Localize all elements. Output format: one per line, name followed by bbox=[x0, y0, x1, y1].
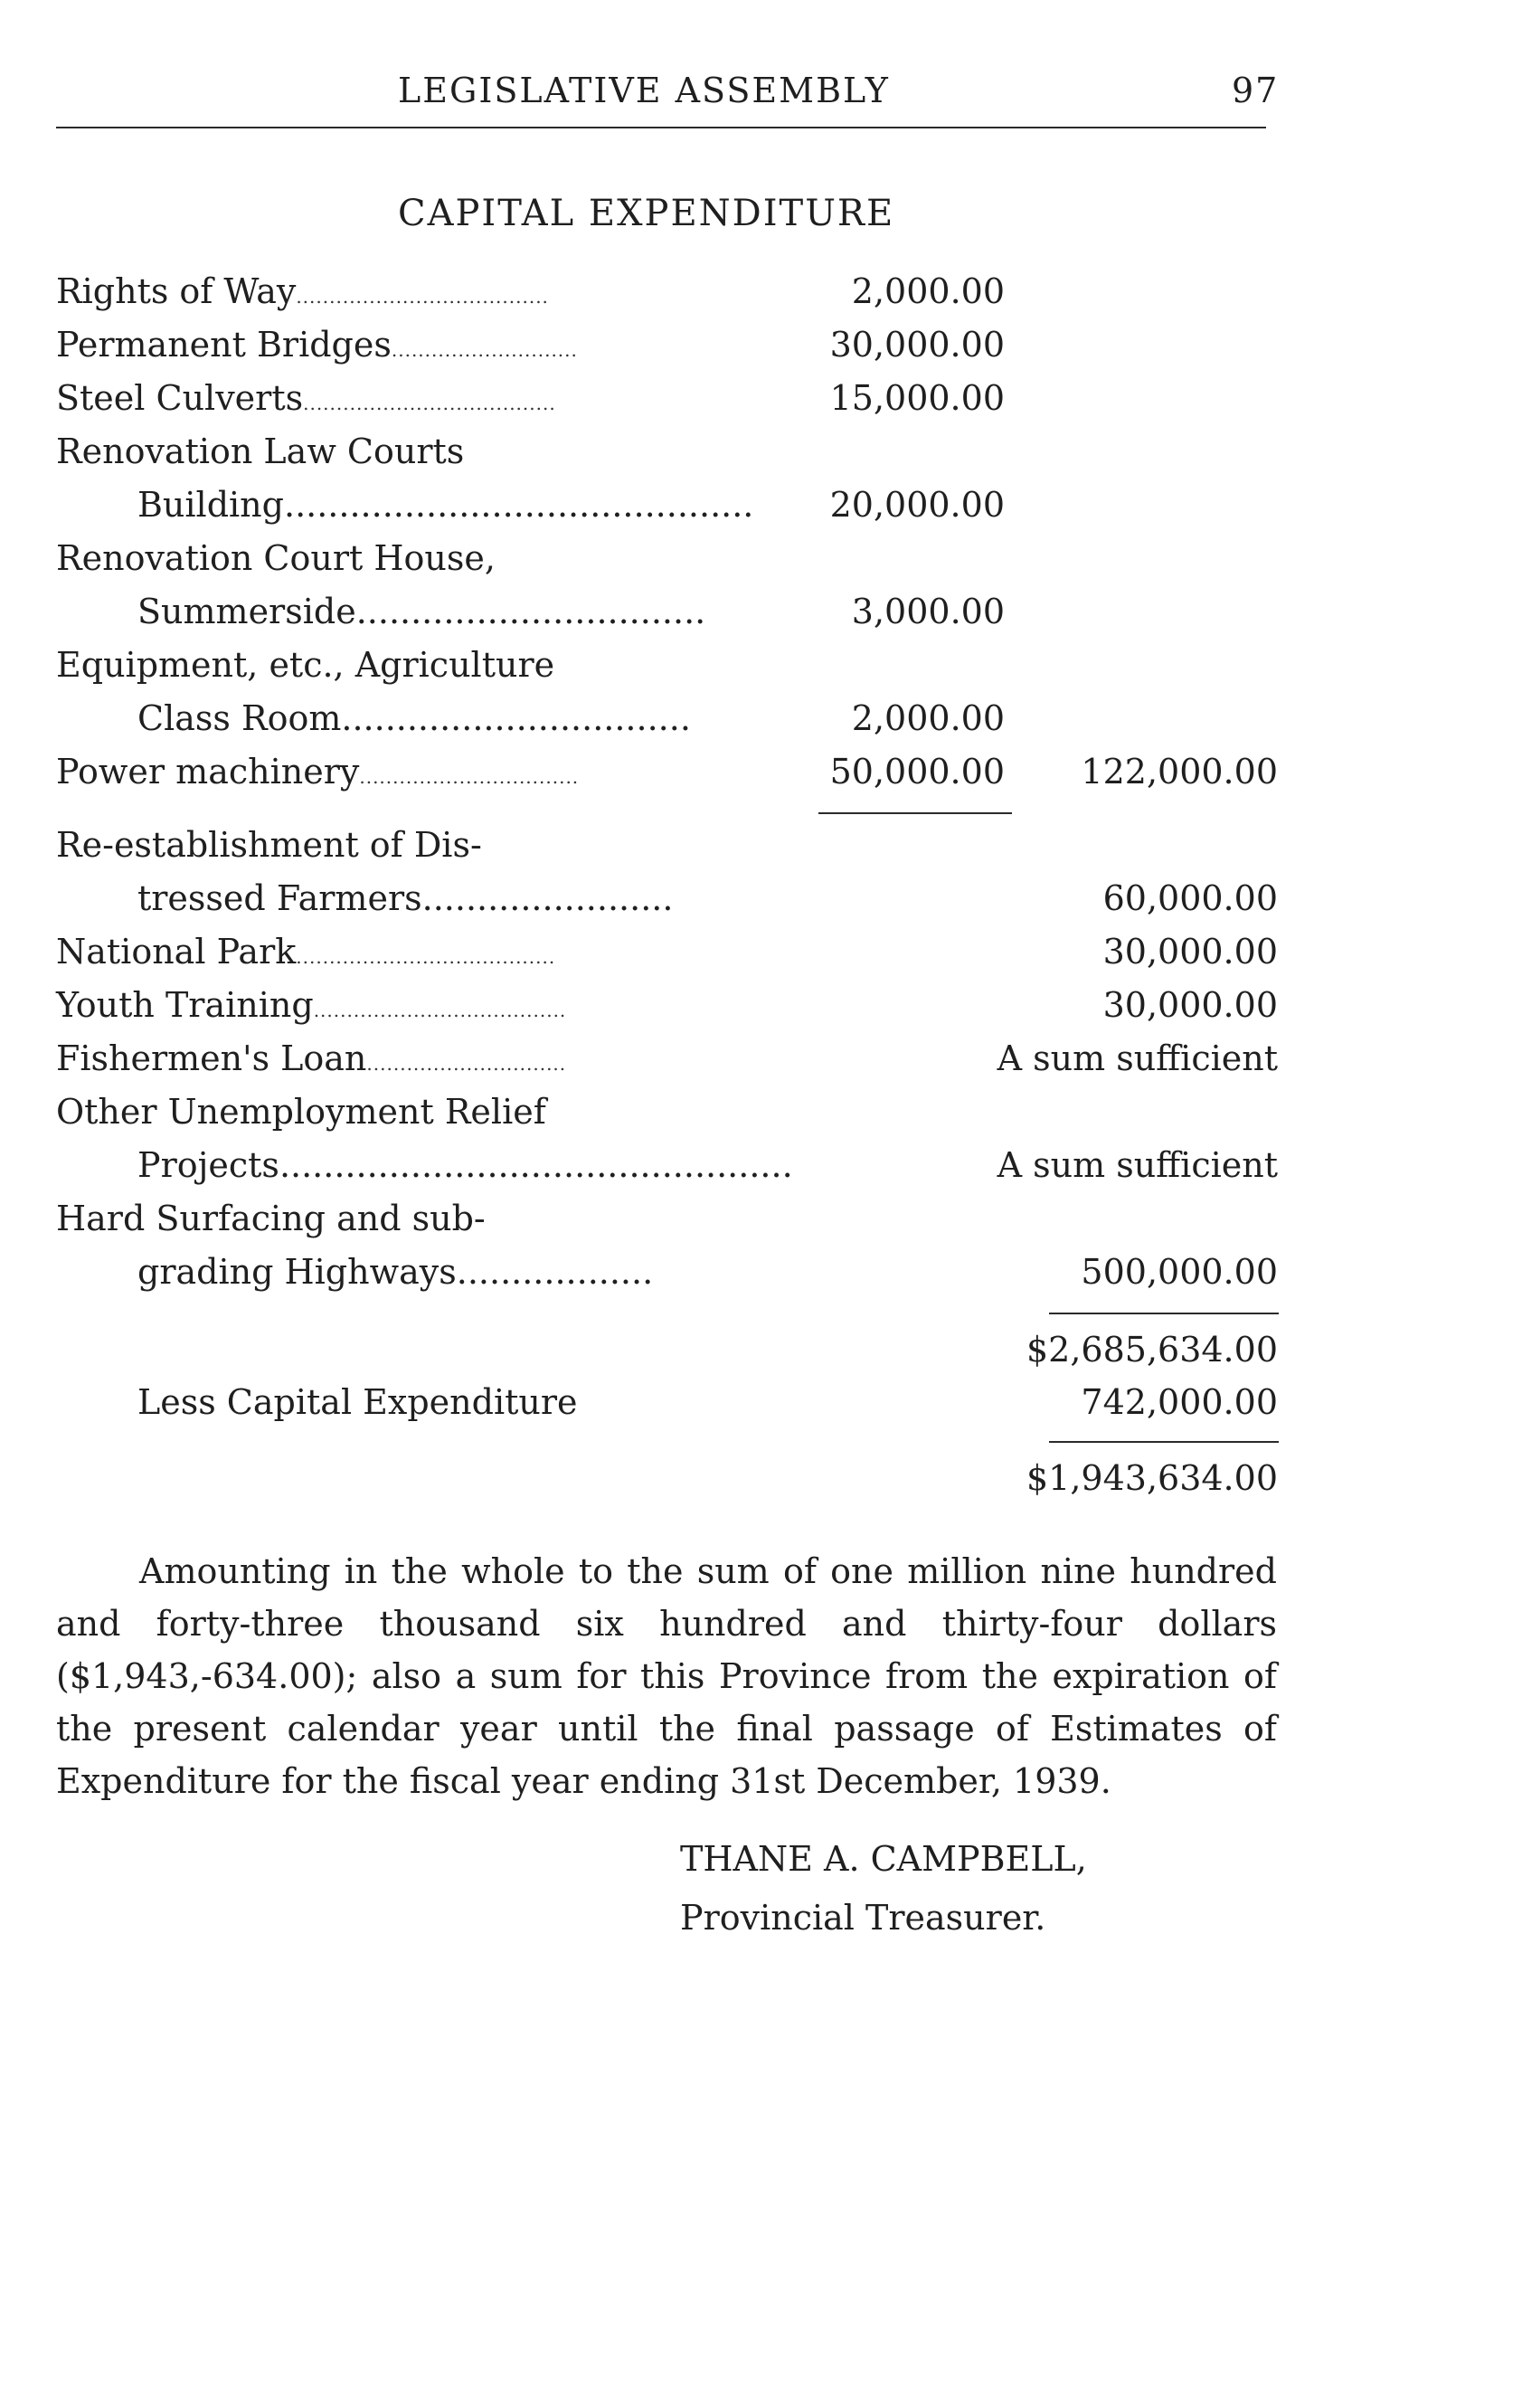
item-label: Renovation Court House, bbox=[56, 538, 496, 578]
item-label-continued: Summerside................................ bbox=[137, 592, 706, 631]
table-row bbox=[0, 485, 1522, 539]
item-label: Youth Training...................................... bbox=[56, 985, 567, 1025]
item-label: Renovation Law Courts bbox=[56, 431, 465, 471]
table-row bbox=[0, 538, 1522, 593]
item-label: Power machinery................................. bbox=[56, 752, 580, 792]
item-amount: 2,000.00 bbox=[851, 271, 1005, 311]
item-label-continued: grading Highways.................. bbox=[137, 1252, 654, 1292]
item-label: National Park....................................... bbox=[56, 932, 556, 972]
item-total: A sum sufficient bbox=[997, 1038, 1278, 1078]
table-row bbox=[0, 1038, 1522, 1093]
item-label: Other Unemployment Relief bbox=[56, 1092, 546, 1132]
table-row bbox=[0, 325, 1522, 379]
item-label: Re-establishment of Dis- bbox=[56, 825, 482, 865]
item-label: Fishermen's Loan.............................. bbox=[56, 1038, 567, 1078]
section-title: CAPITAL EXPENDITURE bbox=[398, 193, 895, 234]
table-row bbox=[0, 1199, 1522, 1253]
item-label: Equipment, etc., Agriculture bbox=[56, 645, 555, 685]
signatory-title: Provincial Treasurer. bbox=[680, 1898, 1046, 1938]
table-row bbox=[0, 645, 1522, 699]
item-label-continued: Building........................................... bbox=[137, 485, 754, 525]
table-row bbox=[0, 431, 1522, 486]
table-row bbox=[0, 752, 1522, 806]
table-row bbox=[0, 271, 1522, 326]
table-row bbox=[0, 698, 1522, 753]
item-amount: 30,000.00 bbox=[829, 325, 1005, 365]
table-row bbox=[0, 825, 1522, 879]
gross-total-row bbox=[0, 1330, 1522, 1384]
table-row bbox=[0, 592, 1522, 646]
item-total: 30,000.00 bbox=[1102, 932, 1278, 972]
table-row bbox=[0, 1252, 1522, 1306]
signatory-name: THANE A. CAMPBELL, bbox=[680, 1839, 1087, 1879]
table-row bbox=[0, 985, 1522, 1039]
item-amount: 15,000.00 bbox=[829, 378, 1005, 418]
net-total-row bbox=[0, 1458, 1522, 1512]
less-label: Less Capital Expenditure bbox=[137, 1382, 578, 1422]
item-total: 122,000.00 bbox=[1081, 752, 1278, 792]
summary-paragraph: Amounting in the whole to the sum of one million nine hundred and forty-three thousand six hundred and thirty-four dollars ($1,943,-634.00); also a sum for this Province from the expiration of the present calendar year until the final passage of Estimates of Expenditure for the fiscal year ending 31st December, 1939. bbox=[56, 1551, 1277, 1801]
table-row bbox=[0, 878, 1522, 933]
item-amount: 3,000.00 bbox=[851, 592, 1005, 631]
net-total-rule bbox=[1049, 1441, 1279, 1443]
item-label-continued: tressed Farmers....................... bbox=[137, 878, 674, 918]
item-label: Permanent Bridges............................ bbox=[56, 325, 578, 365]
item-total: 60,000.00 bbox=[1102, 878, 1278, 918]
table-row bbox=[0, 1145, 1522, 1199]
total-rule bbox=[1049, 1313, 1279, 1314]
item-total: A sum sufficient bbox=[997, 1145, 1278, 1185]
table-row bbox=[0, 378, 1522, 432]
net-total: $1,943,634.00 bbox=[1026, 1458, 1278, 1498]
subtotal-rule bbox=[818, 812, 1012, 814]
item-label: Hard Surfacing and sub- bbox=[56, 1199, 486, 1238]
item-amount: 2,000.00 bbox=[851, 698, 1005, 738]
page-number: 97 bbox=[1232, 71, 1280, 110]
item-label: Steel Culverts...................................... bbox=[56, 378, 556, 418]
header-rule bbox=[56, 127, 1266, 128]
item-amount: 50,000.00 bbox=[829, 752, 1005, 792]
item-label-continued: Projects............................................... bbox=[137, 1145, 793, 1185]
item-total: 30,000.00 bbox=[1102, 985, 1278, 1025]
item-label-continued: Class Room................................ bbox=[137, 698, 691, 738]
less-value: 742,000.00 bbox=[1081, 1382, 1278, 1422]
item-total: 500,000.00 bbox=[1081, 1252, 1278, 1292]
running-header: LEGISLATIVE ASSEMBLY bbox=[398, 71, 890, 110]
gross-total: $2,685,634.00 bbox=[1026, 1330, 1278, 1370]
table-row bbox=[0, 1092, 1522, 1146]
item-label: Rights of Way...................................... bbox=[56, 271, 549, 311]
table-row bbox=[0, 932, 1522, 986]
less-row bbox=[0, 1382, 1522, 1436]
item-amount: 20,000.00 bbox=[829, 485, 1005, 525]
